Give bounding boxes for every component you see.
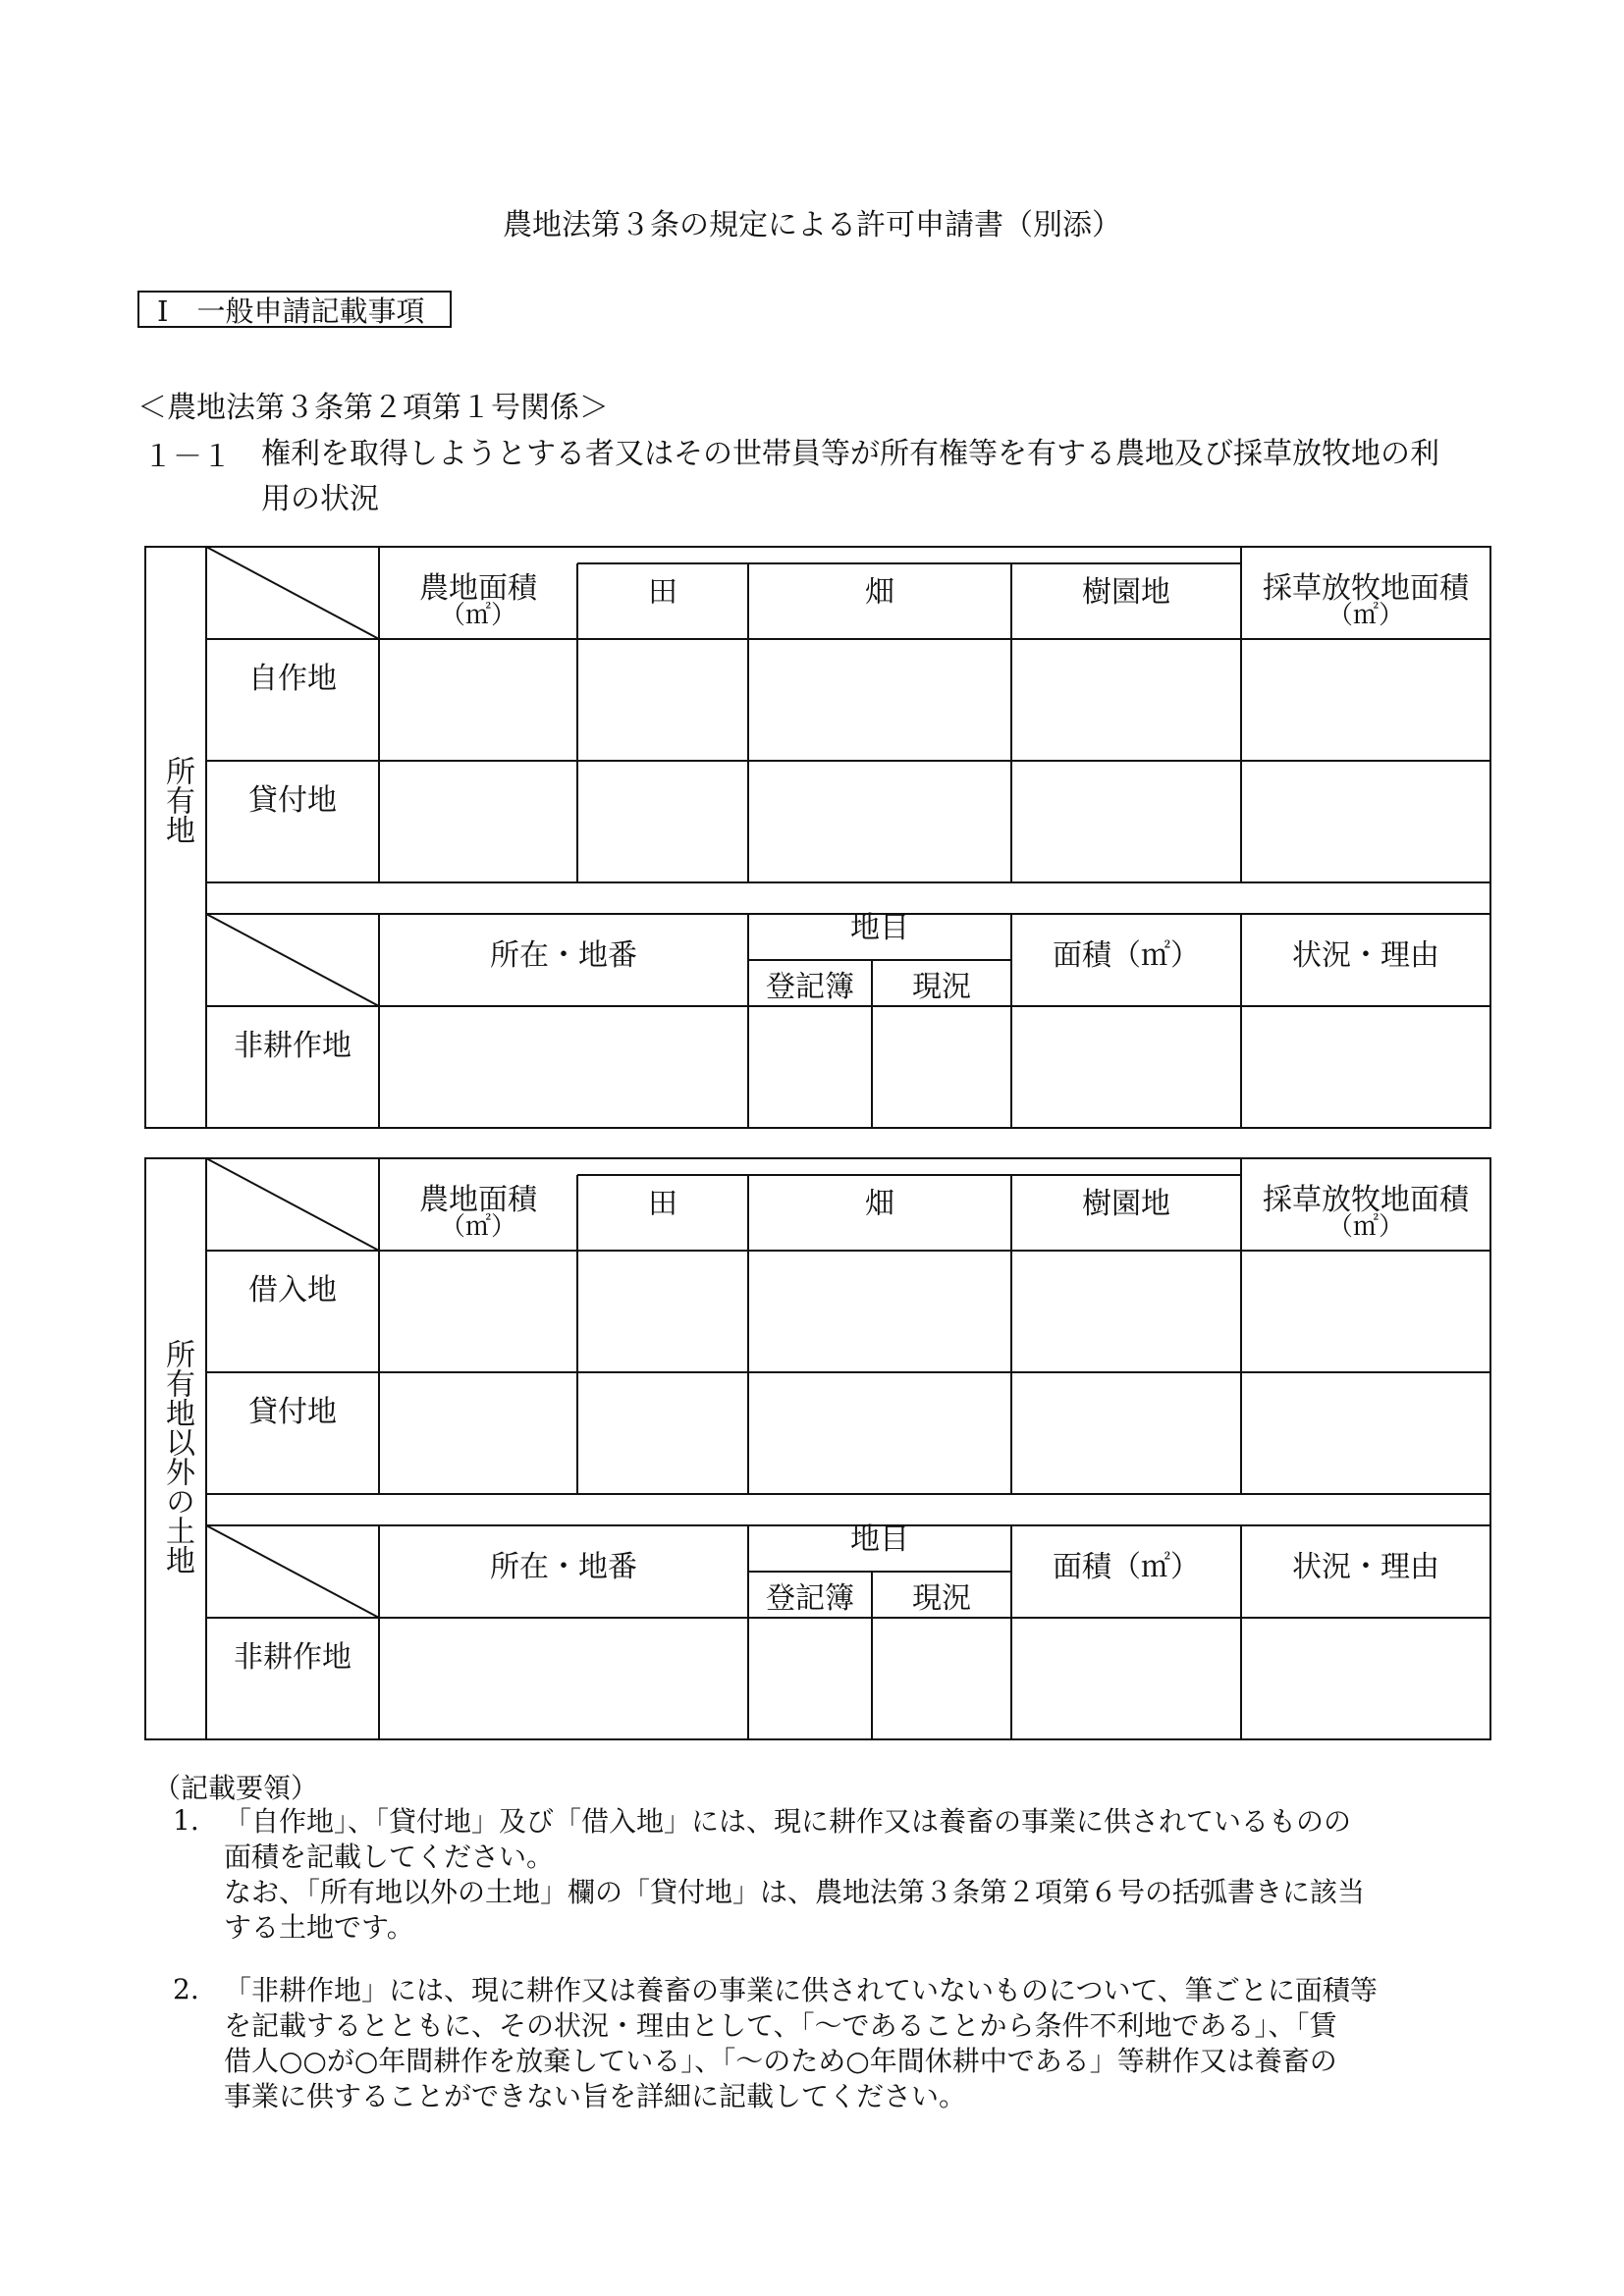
header-location: 所在・地番 — [490, 1550, 637, 1584]
pasture-area-label: 採草放牧地面積 — [1263, 1183, 1469, 1217]
header-location: 所在・地番 — [490, 938, 637, 973]
row-leased-out: 貸付地 — [248, 783, 337, 818]
pasture-area-unit: （㎡） — [1326, 600, 1404, 630]
note-2-number: 2. — [173, 1973, 199, 2005]
row-self-cultivated: 自作地 — [248, 662, 337, 696]
side-label-text: 所有地 — [160, 756, 194, 844]
header-orchard: 樹園地 — [1082, 1187, 1170, 1221]
header-paddy: 田 — [648, 575, 677, 610]
farmland-area-label: 農地面積 — [419, 571, 537, 606]
farmland-area-unit: （㎡） — [439, 600, 516, 630]
row-leased-out: 貸付地 — [248, 1395, 337, 1429]
section-heading: Ⅰ 一般申請記載事項 — [137, 291, 452, 328]
header-field: 畑 — [865, 1187, 894, 1221]
item-text-line2: 用の状況 — [261, 482, 379, 516]
pasture-area-unit: （㎡） — [1326, 1211, 1404, 1242]
header-registry: 登記簿 — [766, 1581, 854, 1616]
non-owned-land-side-label — [157, 1339, 196, 1583]
header-area: 面積（㎡） — [1053, 938, 1200, 973]
row-borrowed: 借入地 — [248, 1273, 337, 1308]
item-number: １－１ — [143, 440, 232, 474]
note-1-line1: 「自作地」、「貸付地」及び「借入地」には、現に耕作又は養畜の事業に供されているものの — [224, 1805, 1352, 1838]
header-land-category: 地目 — [850, 1522, 909, 1557]
header-current: 現況 — [912, 1581, 971, 1616]
note-1-line4: する土地です。 — [224, 1911, 414, 1944]
row-uncultivated: 非耕作地 — [234, 1029, 352, 1063]
notes-title: （記載要領） — [153, 1772, 319, 1804]
note-1-line2: 面積を記載してください。 — [224, 1841, 555, 1873]
note-2-line1: 「非耕作地」には、現に耕作又は養畜の事業に供されていないものについて、筆ごとに面積等 — [224, 1974, 1378, 2006]
pasture-area-label: 採草放牧地面積 — [1263, 571, 1469, 606]
farmland-area-label: 農地面積 — [419, 1183, 537, 1217]
row-uncultivated: 非耕作地 — [234, 1640, 352, 1675]
note-1-number: 1. — [173, 1804, 199, 1837]
header-registry: 登記簿 — [766, 970, 854, 1004]
subsection-heading: ＜農地法第３条第２項第１号関係＞ — [137, 391, 609, 425]
document-title: 農地法第３条の規定による許可申請書（別添） — [503, 208, 1121, 242]
header-orchard: 樹園地 — [1082, 575, 1170, 610]
header-area: 面積（㎡） — [1053, 1550, 1200, 1584]
header-current: 現況 — [912, 970, 971, 1004]
header-field: 畑 — [865, 575, 894, 610]
header-pasture-area — [1241, 1185, 1490, 1241]
header-status-reason: 状況・理由 — [1292, 1550, 1439, 1584]
header-status-reason: 状況・理由 — [1292, 938, 1439, 973]
note-2-line2: を記載するとともに、その状況・理由として、「～であることから条件不利地である」、「賃 — [224, 2009, 1337, 2042]
header-land-category: 地目 — [850, 911, 909, 945]
header-farmland-area — [379, 1185, 577, 1241]
note-2-line4: 事業に供することができない旨を詳細に記載してください。 — [224, 2080, 967, 2112]
farmland-area-unit: （㎡） — [439, 1211, 516, 1242]
side-label-text: 所有地以外の土地 — [160, 1339, 194, 1575]
note-2-line3: 借人○○が○年間耕作を放棄している」、「～のため○年間休耕中である」等耕作又は養畜の — [224, 2045, 1337, 2077]
note-1-line3: なお、「所有地以外の土地」欄の「貸付地」は、農地法第３条第２項第６号の括弧書きに該当 — [224, 1876, 1366, 1908]
item-text-line1: 権利を取得しようとする者又はその世帯員等が所有権等を有する農地及び採草放牧地の利 — [261, 437, 1439, 471]
header-paddy: 田 — [648, 1187, 677, 1221]
